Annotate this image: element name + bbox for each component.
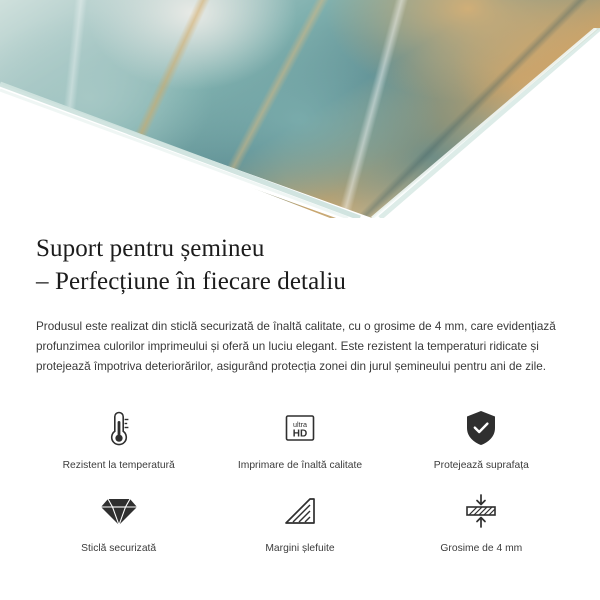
thermometer-icon <box>93 403 145 453</box>
shield-check-icon <box>455 403 507 453</box>
feature-item-thickness <box>391 482 572 557</box>
svg-text:HD: HD <box>292 428 308 440</box>
title-line-1: Suport pentru șemineu <box>36 235 265 262</box>
feature-item-print-quality <box>209 399 390 474</box>
feature-item-polished-edges <box>209 482 390 557</box>
polished-edges-icon <box>274 486 326 536</box>
feature-label: Rezistent la temperatură <box>62 459 175 471</box>
feature-label: Protejează suprafața <box>433 459 529 471</box>
ultra-hd-icon <box>274 403 326 453</box>
feature-item-surface-protection <box>391 399 572 474</box>
title-line-2: – Perfecțiune în fiecare detaliu <box>36 268 346 296</box>
diamond-icon <box>93 486 145 536</box>
feature-grid <box>28 399 572 558</box>
feature-label: Imprimare de înaltă calitate <box>237 459 363 471</box>
feature-item-tempered-glass <box>28 482 209 557</box>
feature-label: Sticlă securizată <box>81 543 157 555</box>
marble-veins <box>0 0 600 218</box>
svg-text:ultra: ultra <box>292 419 307 429</box>
thickness-4mm-icon <box>455 486 507 536</box>
content-area <box>0 218 600 558</box>
feature-label: Margini șlefuite <box>265 543 335 555</box>
feature-label: Grosime de 4 mm <box>440 543 523 555</box>
hero-image <box>0 0 600 218</box>
page-title <box>36 232 564 299</box>
feature-item-temperature <box>28 399 209 474</box>
product-description-text: Produsul este realizat din sticlă securizată de înaltă calitate, cu o grosime de 4 mm, care evidențiază profunzimea culorilor imprimeului și oferă un luciu elegant. Este rezistent la temperaturi ridicate și protejează împotriva deteriorărilor, asigurând protecția zonei din jurul șemineului pentru ani de zile. <box>36 319 556 373</box>
